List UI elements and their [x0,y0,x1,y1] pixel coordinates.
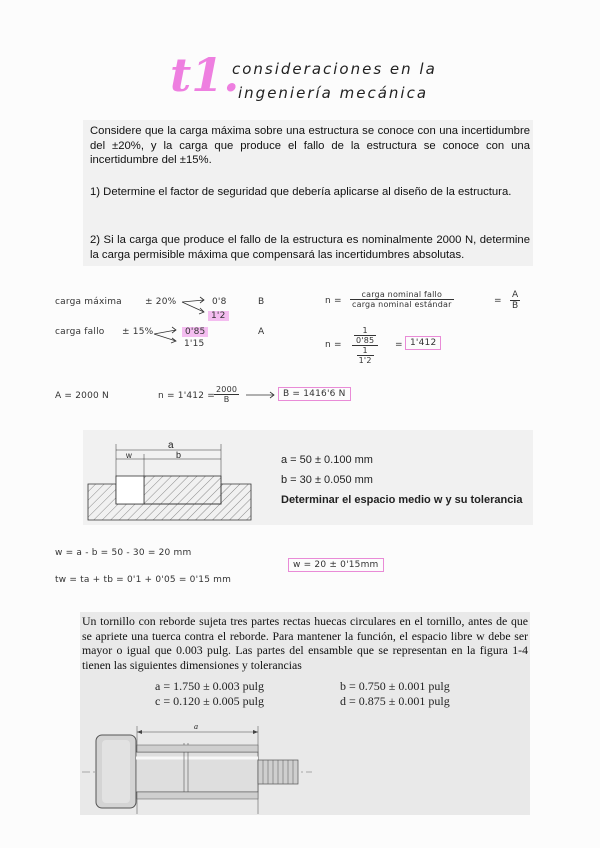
note-n2-eq: n = [325,340,342,350]
problem2-dim-a: a = 50 ± 0.100 mm [281,454,373,466]
problem3-dim-d: d = 0.875 ± 0.001 pulg [340,694,450,708]
note-tw-eq: tw = ta + tb = 0'1 + 0'05 = 0'15 mm [55,575,232,585]
fig-label-a: a [168,440,174,451]
note-n2-result: 1'412 [405,336,441,350]
note-n-eq: n = [325,296,342,306]
branch-arrow-icon [180,296,210,318]
problem3-statement: Un tornillo con reborde sujeta tres partes rectas huecas circulares en el tornillo, antes de que se apriete una tuerca contra el reborde. Para mantener la función, el espacio libre w debe ser mayor o igual que 0.003 pulg. Las partes del ensamble que se representan en la figura 1-4 tienen las siguientes dimensiones y tolerancias [82,614,528,672]
note-carga-maxima-pct: ± 20% [145,297,177,307]
branch-arrow-icon [152,326,182,346]
note-n2-fraction: $\frac{\frac{1}{0'85}}{\frac{1}{1'2}}$ [352,326,378,365]
note-carga-fallo-hi: 0'85 [182,327,208,337]
note-carga-maxima-hi: 0'8 [212,297,227,307]
problem1-statement: Considere que la carga máxima sobre una estructura se conoce con una incertidumbre del ±20%, y la carga que produce el fallo de la estructura se conoce con una incertidumbre del ±15%. [90,125,530,166]
note-carga-fallo-label: carga fallo [55,327,105,337]
note-carga-fallo-lo: 1'15 [184,339,205,349]
note-carga-maxima-lo: 1'2 [208,311,229,321]
problem1-question2: 2) Si la carga que produce el fallo de la estructura es nominalmente 2000 N, determine la carga permisible máxima que compensará las incertidumbres absolutas. [90,234,530,261]
note-n2-result-eq: = [395,340,403,350]
chapter-badge: t1. [170,48,240,102]
note-w-eq: w = a - b = 50 - 30 = 20 mm [55,548,192,558]
bolt-figure [82,718,528,814]
note-carga-fallo-pct: ± 15% [122,327,154,337]
note-n-ab: $\frac{A}{B}$ [512,290,519,311]
note-b-result: B = 1416'6 N [278,387,351,401]
note-n3-lhs: n = 1'412 = [158,391,215,401]
note-n3-fraction: $\frac{2000}{B}$ [216,385,238,404]
assembly-figure [86,434,266,524]
note-n-num: carga nominal fallo [350,290,454,300]
note-carga-maxima-label: carga máxima [55,297,122,307]
problem2-dim-b: b = 30 ± 0.050 mm [281,474,373,486]
note-n-eq-sign: = [494,296,502,306]
note-a-eq: A = 2000 N [55,391,109,401]
fig-bolt-label-a: a [194,722,198,731]
problem1-question1: 1) Determine el factor de seguridad que debería aplicarse al diseño de la estructura. [90,186,512,198]
note-n-fraction [350,290,454,309]
fig-label-b: b [176,450,182,460]
note-n-den: carga nominal estándar [352,300,452,309]
problem3-dim-a: a = 1.750 ± 0.003 pulg [155,679,265,693]
note-var-b: B [258,297,265,307]
note-w-result: w = 20 ± 0'15mm [288,558,384,572]
problem3-dim-b: b = 0.750 ± 0.001 pulg [340,679,450,693]
page-title-line2: ingeniería mecánica [238,84,429,102]
arrow-right-icon [245,390,277,400]
problem2-task: Determinar el espacio medio w y su tolerancia [281,494,523,506]
note-var-a: A [258,327,265,337]
fig-label-w: w [126,451,132,460]
problem3-dim-c: c = 0.120 ± 0.005 pulg [155,694,265,708]
page-title-line1: consideraciones en la [232,60,437,78]
